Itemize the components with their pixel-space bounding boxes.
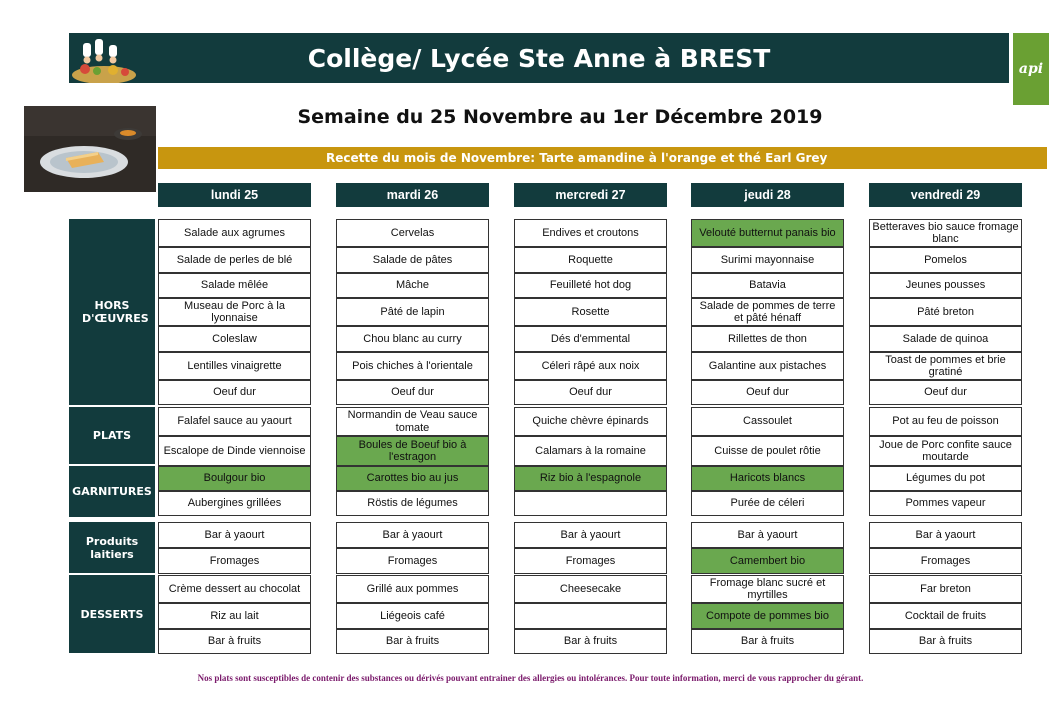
menu-cell: Riz bio à l'espagnole: [514, 466, 667, 491]
menu-cell: Cuisse de poulet rôtie: [691, 436, 844, 466]
menu-cell: Falafel sauce au yaourt: [158, 407, 311, 436]
menu-cell: Bar à fruits: [158, 629, 311, 654]
menu-cell: Fromage blanc sucré et myrtilles: [691, 575, 844, 603]
day-header-thursday: jeudi 28: [691, 183, 844, 207]
category-label: HORS D'ŒUVRES: [82, 299, 149, 325]
menu-cell: Fromages: [514, 548, 667, 574]
menu-cell: Far breton: [869, 575, 1022, 603]
menu-cell: Bar à yaourt: [158, 522, 311, 548]
menu-cell: Bar à yaourt: [336, 522, 489, 548]
menu-cell: Velouté butternut panais bio: [691, 219, 844, 247]
menu-cell: [514, 603, 667, 629]
chefs-logo: [69, 33, 139, 83]
category-plats: [69, 407, 155, 464]
day-header-tuesday: mardi 26: [336, 183, 489, 207]
menu-cell: Escalope de Dinde viennoise: [158, 436, 311, 466]
menu-cell: Bar à yaourt: [514, 522, 667, 548]
menu-cell: Surimi mayonnaise: [691, 247, 844, 273]
menu-cell: Calamars à la romaine: [514, 436, 667, 466]
menu-cell: Oeuf dur: [691, 380, 844, 405]
week-title: Semaine du 25 Novembre au 1er Décembre 2019: [297, 106, 823, 128]
menu-cell: Normandin de Veau sauce tomate: [336, 407, 489, 436]
menu-cell: Liégeois café: [336, 603, 489, 629]
menu-cell: Salade de quinoa: [869, 326, 1022, 352]
menu-cell: Lentilles vinaigrette: [158, 352, 311, 380]
menu-cell: Crème dessert au chocolat: [158, 575, 311, 603]
menu-cell: Galantine aux pistaches: [691, 352, 844, 380]
menu-cell: Joue de Porc confite sauce moutarde: [869, 436, 1022, 466]
menu-cell: Röstis de légumes: [336, 491, 489, 516]
category-desserts: [69, 575, 155, 653]
menu-cell: Aubergines grillées: [158, 491, 311, 516]
menu-cell: Camembert bio: [691, 548, 844, 574]
menu-cell: Purée de céleri: [691, 491, 844, 516]
category-label: GARNITURES: [72, 485, 152, 498]
menu-cell: Bar à yaourt: [869, 522, 1022, 548]
menu-cell: Grillé aux pommes: [336, 575, 489, 603]
category-label: Produits laitiers: [85, 534, 139, 561]
menu-cell: Cassoulet: [691, 407, 844, 436]
menu-cell: Mâche: [336, 273, 489, 298]
menu-cell: Jeunes pousses: [869, 273, 1022, 298]
menu-cell: Salade de perles de blé: [158, 247, 311, 273]
category-label: PLATS: [92, 429, 132, 442]
menu-cell: Fromages: [869, 548, 1022, 574]
menu-cell: Cheesecake: [514, 575, 667, 603]
recipe-banner: [158, 147, 1047, 169]
api-logo-text: api: [1018, 61, 1044, 77]
menu-cell: Museau de Porc à la lyonnaise: [158, 298, 311, 326]
menu-cell: Pomelos: [869, 247, 1022, 273]
menu-cell: Pois chiches à l'orientale: [336, 352, 489, 380]
menu-cell: Toast de pommes et brie gratiné: [869, 352, 1022, 380]
menu-cell: Salade de pommes de terre et pâté hénaff: [691, 298, 844, 326]
menu-cell: Salade aux agrumes: [158, 219, 311, 247]
recipe-text: Recette du mois de Novembre: Tarte amandine à l'orange et thé Earl Grey: [326, 151, 828, 165]
category-hors-doeuvres: [69, 219, 155, 405]
allergy-notice: Nos plats sont susceptibles de contenir des substances ou dérivés pouvant entrainer des allergies ou intolérances. Pour toute information, merci de vous rapprocher du gérant.: [197, 673, 864, 683]
menu-cell: [514, 491, 667, 516]
menu-cell: Pâté de lapin: [336, 298, 489, 326]
menu-cell: Pommes vapeur: [869, 491, 1022, 516]
menu-cell: Pâté breton: [869, 298, 1022, 326]
page-title: [69, 33, 1009, 83]
dessert-photo: [24, 106, 156, 192]
day-header-monday: lundi 25: [158, 183, 311, 207]
menu-cell: Salade de pâtes: [336, 247, 489, 273]
menu-cell: Légumes du pot: [869, 466, 1022, 491]
menu-cell: Oeuf dur: [336, 380, 489, 405]
menu-cell: Fromages: [336, 548, 489, 574]
menu-cell: Boules de Boeuf bio à l'estragon: [336, 436, 489, 466]
menu-cell: Riz au lait: [158, 603, 311, 629]
menu-cell: Batavia: [691, 273, 844, 298]
menu-cell: Cocktail de fruits: [869, 603, 1022, 629]
menu-cell: Céleri râpé aux noix: [514, 352, 667, 380]
menu-cell: Boulgour bio: [158, 466, 311, 491]
menu-cell: Oeuf dur: [869, 380, 1022, 405]
menu-cell: Rosette: [514, 298, 667, 326]
category-garnitures: [69, 466, 155, 517]
menu-cell: Dés d'emmental: [514, 326, 667, 352]
menu-cell: Pot au feu de poisson: [869, 407, 1022, 436]
menu-cell: Bar à fruits: [691, 629, 844, 654]
menu-cell: Coleslaw: [158, 326, 311, 352]
day-header-wednesday: mercredi 27: [514, 183, 667, 207]
page-title-text: Collège/ Lycée Ste Anne à BREST: [307, 43, 771, 73]
menu-cell: Bar à yaourt: [691, 522, 844, 548]
menu-cell: Fromages: [158, 548, 311, 574]
category-label: DESSERTS: [80, 607, 144, 621]
menu-cell: Feuilleté hot dog: [514, 273, 667, 298]
menu-cell: Cervelas: [336, 219, 489, 247]
menu-cell: Salade mêlée: [158, 273, 311, 298]
menu-cell: Endives et croutons: [514, 219, 667, 247]
category-produits-laitiers: [69, 522, 155, 573]
menu-cell: Oeuf dur: [158, 380, 311, 405]
menu-cell: Betteraves bio sauce fromage blanc: [869, 219, 1022, 247]
day-header-friday: vendredi 29: [869, 183, 1022, 207]
menu-cell: Chou blanc au curry: [336, 326, 489, 352]
menu-cell: Compote de pommes bio: [691, 603, 844, 629]
menu-cell: Haricots blancs: [691, 466, 844, 491]
menu-cell: Bar à fruits: [869, 629, 1022, 654]
menu-cell: Rillettes de thon: [691, 326, 844, 352]
menu-cell: Bar à fruits: [336, 629, 489, 654]
menu-cell: Quiche chèvre épinards: [514, 407, 667, 436]
menu-cell: Carottes bio au jus: [336, 466, 489, 491]
menu-cell: Bar à fruits: [514, 629, 667, 654]
menu-cell: Roquette: [514, 247, 667, 273]
api-logo: [1013, 33, 1049, 105]
menu-cell: Oeuf dur: [514, 380, 667, 405]
